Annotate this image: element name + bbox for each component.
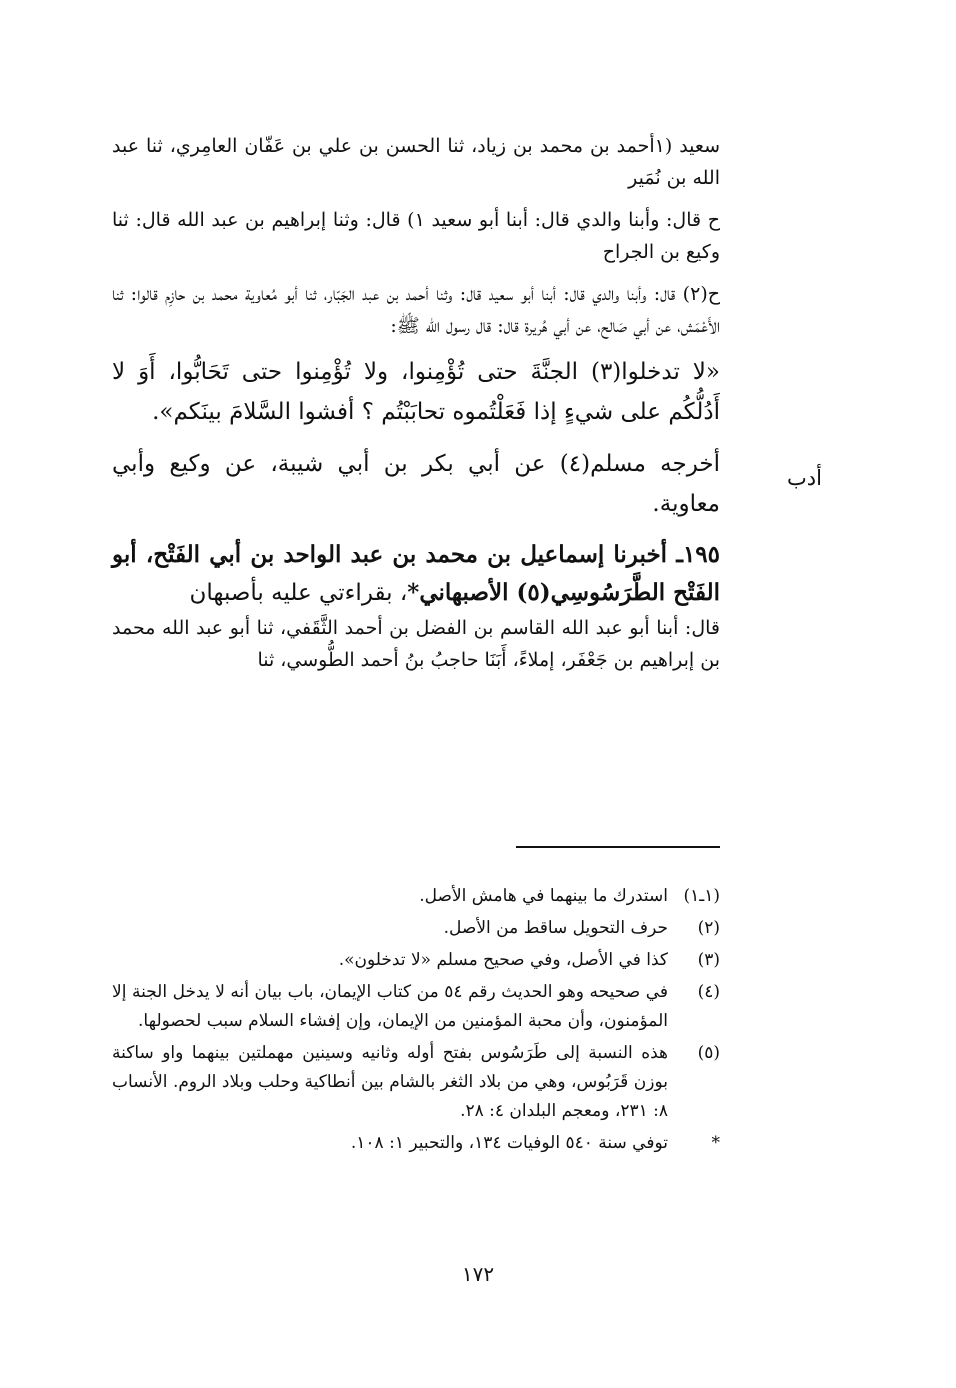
footnote-number: (٤) bbox=[697, 982, 720, 1002]
hadith-heading-rest: ، بقراءتي عليه بأصبهان bbox=[189, 580, 408, 606]
footnote bbox=[112, 1039, 720, 1126]
page-number: ١٧٢ bbox=[461, 1262, 495, 1286]
footnote bbox=[112, 1129, 720, 1158]
footnote-separator bbox=[516, 846, 720, 848]
footnote-text: حرف التحويل ساقط من الأصل. bbox=[443, 918, 668, 938]
footnote bbox=[112, 946, 720, 975]
hadith-heading-bold: ١٩٥ـ أخبرنا إسماعيل بن محمد بن عبد الواحد بن أبي الفَتْح، أبو الفَتْح الطَّرَسُوسِي(٥) الأصبهاني* bbox=[112, 541, 720, 606]
paragraph-hadith-text: «لا تدخلوا(٣) الجنَّةَ حتى تُؤْمِنوا، ولا تُؤْمِنوا حتى تَحَابُّوا، أَوَ لا أَدُلُّكُم على شيءٍ إذا فَعَلْتُموه تحابَبْتُم ؟ أفشوا السَّلامَ بينَكم». bbox=[112, 359, 720, 425]
footnote-number: (٥) bbox=[697, 1043, 720, 1063]
hadith-heading bbox=[112, 536, 720, 612]
footnote-number: (٢) bbox=[697, 918, 720, 938]
paragraph-isnad-2: ح قال: وأبنا والدي قال: أبنا أبو سعيد ١) قال: وثنا إبراهيم بن عبد الله قال: ثنا وكيع بن الجراح bbox=[112, 209, 721, 263]
footnote-text: استدرك ما بينهما في هامش الأصل. bbox=[419, 886, 668, 906]
footnote bbox=[112, 914, 720, 943]
main-text bbox=[112, 130, 720, 686]
footnote bbox=[112, 978, 720, 1036]
paragraph-takhrij: أخرجه مسلم(٤) عن أبي بكر بن أبي شيبة، عن وكيع وأبي معاوية. bbox=[112, 451, 721, 517]
paragraph-continuation: قال: أبنا أبو عبد الله القاسم بن الفضل بن أحمد الثَّقَفي، ثنا أبو عبد الله محمد بن إبراهيم بن جَعْفَر، إملاءً، أَبَنَا حاجبُ بنُ أحمد الطُّوسي، ثنا bbox=[112, 617, 720, 671]
footnote-text: توفي سنة ٥٤٠ الوفيات ١٣٤، والتحبير ١: ١٠٨. bbox=[350, 1133, 668, 1153]
paragraph-isnad-1: سعيد (١أحمد بن محمد بن زياد، ثنا الحسن بن علي بن عَفّان العامِري، ثنا عبد الله بن نُمَير bbox=[112, 135, 720, 189]
margin-note: أدب bbox=[787, 466, 822, 490]
footnote-number: (٣) bbox=[697, 950, 720, 970]
footnotes bbox=[112, 882, 720, 1161]
footnote-number: (١ـ١) bbox=[683, 886, 720, 906]
footnote-text: هذه النسبة إلى طَرَسُوس بفتح أوله وثانيه وسينين مهملتين بينهما واو ساكنة بوزن قَرَبُوس، وهي من بلاد الثغر بالشام بين أنطاكية وحلب وبلاد الروم. الأنساب ٨: ٢٣١، ومعجم البلدان ٤: ٢٨. bbox=[112, 1043, 668, 1121]
paragraph-isnad-3: ح(٢) قال: وأبنا والدي قال: أبنا أبو سعيد قال: وثنا أحمد بن عبد الجَبّار، ثنا أبو مُعاوية محمد بن حازِم قالوا: ثنا الأَعْمَش، عن أبي صَالح، عن أبي هُريرة قال: قال رسول الله ﷺ: bbox=[112, 283, 720, 337]
footnote-text: في صحيحه وهو الحديث رقم ٥٤ من كتاب الإيمان، باب بيان أنه لا يدخل الجنة إلا المؤمنون، وأن محبة المؤمنين من الإيمان، وإن إفشاء السلام سبب لحصولها. bbox=[112, 982, 669, 1031]
footnote bbox=[112, 882, 720, 911]
footnote-text: كذا في الأصل، وفي صحيح مسلم «لا تدخلون». bbox=[338, 950, 668, 970]
footnote-number: * bbox=[711, 1133, 720, 1153]
